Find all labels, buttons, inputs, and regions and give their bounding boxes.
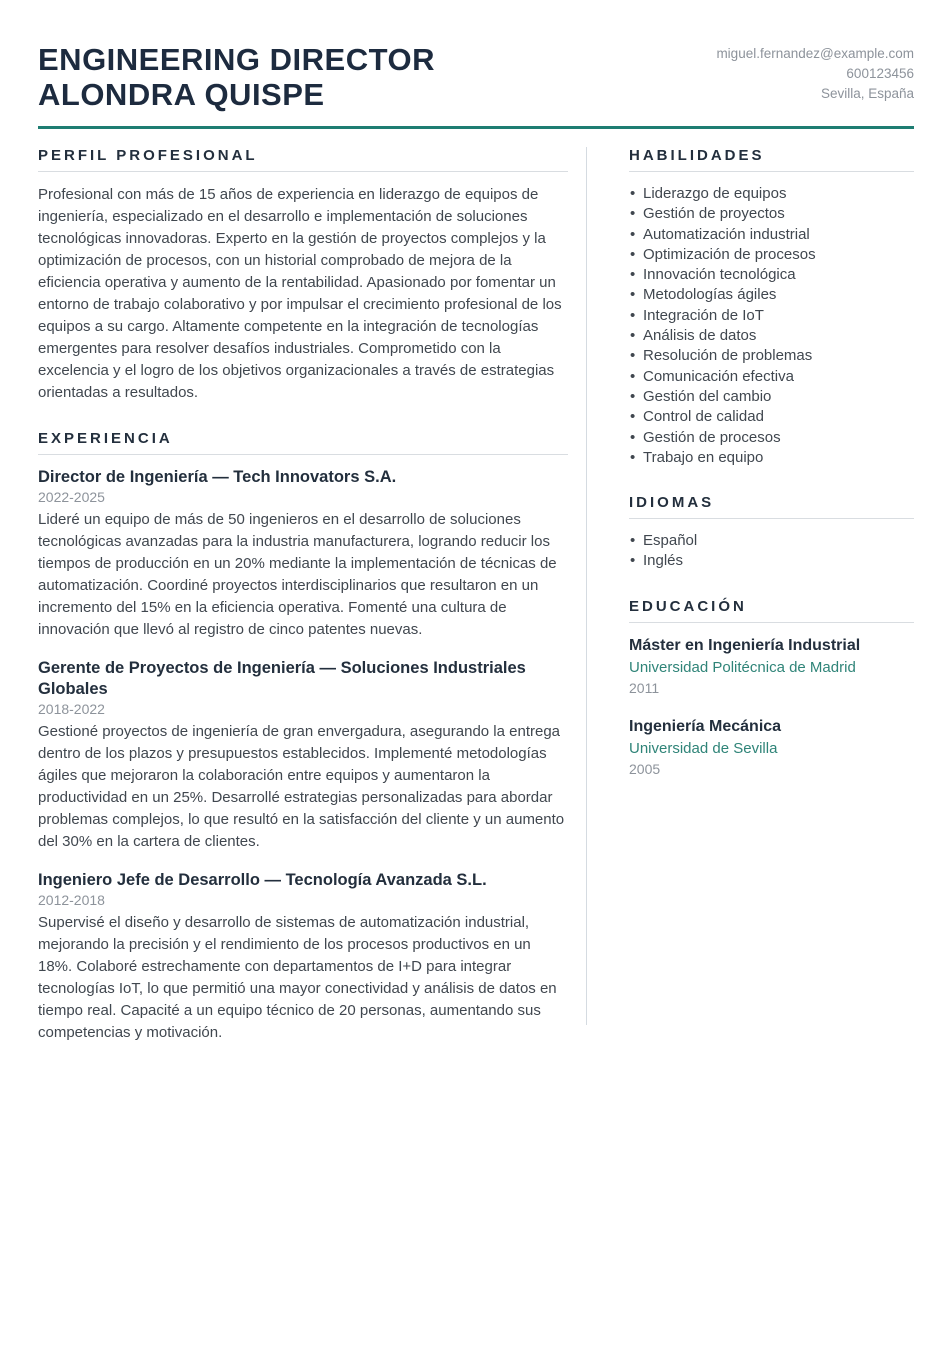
skill-item: • Liderazgo de equipos [629,184,914,204]
job-description: Supervisé el diseño y desarrollo de sistemas de automatización industrial, mejorando la precisión y el rendimiento de los procesos productivos en un 18%. Colaboré estrechamente con departamentos de I+D para integrar tecnologías IoT, lo que permitió una mayor conectividad y análisis de datos en tiempo real. Capacité a un equipo técnico de 20 personas, aumentando sus competencias y motivación. [38,914,557,1041]
skills-heading: HABILIDADES [629,147,914,172]
accent-divider [38,126,914,129]
person-name: ALONDRA QUISPE [38,77,325,112]
job-entry [38,467,568,641]
skill-item: • Optimización de procesos [629,245,914,265]
language-item: • Inglés [629,551,914,571]
section-experience [38,430,568,1044]
education-heading: EDUCACIÓN [629,598,914,623]
contact-phone: 600123456 [846,66,914,81]
section-languages [629,494,914,572]
profile-heading: PERFIL PROFESIONAL [38,147,568,172]
skill-item: • Innovación tecnológica [629,265,914,285]
job-title: Ingeniero Jefe de Desarrollo — Tecnología Avanzada S.L. [38,871,487,889]
job-dates: 2022-2025 [38,489,105,505]
section-education [629,598,914,779]
job-description: Lideré un equipo de más de 50 ingenieros en el desarrollo de soluciones tecnológicas avanzadas para la industria manufacturera, logrando reducir los tiempos de producción en un 20% mediante la implementación de técnicas de automatización. Coordiné proyectos interdisciplinarios que resultaron en un incremento del 15% en la eficiencia operativa. Fomenté una cultura de innovación que llevó al registro de cinco patentes nuevas. [38,511,557,638]
contact-location: Sevilla, España [820,86,914,101]
skill-item: • Comunicación efectiva [629,367,914,387]
education-degree: Ingeniería Mecánica [629,717,782,735]
right-column [587,147,914,805]
job-entry [38,870,568,1044]
job-entry [38,658,568,853]
language-item: • Español [629,531,914,551]
skills-list [629,184,914,468]
skill-item: • Gestión del cambio [629,387,914,407]
profile-text: Profesional con más de 15 años de experiencia en liderazgo de equipos de ingeniería, especializado en el desarrollo e implementación de soluciones tecnológicas innovadoras. Experto en la gestión de proyectos complejos y la optimización de procesos, con un historial comprobado de mejora de la eficiencia operativa y aumento de la rentabilidad. Apasionado por fomentar un entorno de trabajo colaborativo y por impulsar el crecimiento profesional de los equipos a su cargo. Altamente competente en la integración de tecnologías emergentes para resolver desafíos industriales. Comprometido con la excelencia y el logro de los objetivos organizacionales a través de estrategias orientadas a resultados. [38,186,562,401]
education-year: 2011 [629,679,660,696]
skill-item: • Automatización industrial [629,225,914,245]
job-role-title: ENGINEERING DIRECTOR [38,42,435,77]
education-entry [629,716,914,779]
section-skills [629,147,914,468]
languages-heading: IDIOMAS [629,494,914,519]
job-dates: 2018-2022 [38,701,105,717]
education-entry [629,635,914,698]
skill-item: • Control de calidad [629,407,914,427]
education-degree: Máster en Ingeniería Industrial [629,636,861,654]
skill-item: • Gestión de procesos [629,428,914,448]
job-title: Gerente de Proyectos de Ingeniería — Soluciones Industriales Globales [38,659,526,698]
job-dates: 2012-2018 [38,892,105,908]
header [38,42,914,112]
section-profile [38,147,568,404]
skill-item: • Integración de IoT [629,306,914,326]
skill-item: • Análisis de datos [629,326,914,346]
skill-item: • Gestión de proyectos [629,204,914,224]
job-description: Gestioné proyectos de ingeniería de gran envergadura, asegurando la entrega dentro de los plazos y presupuestos establecidos. Implementé metodologías ágiles que mejoraron la colaboración entre equipos y aumentaron la productividad en un 25%. Desarrollé estrategias personalizadas para abordar problemas complejos, lo que resultó en la satisfacción del cliente y un aumento del 30% en la cartera de clientes. [38,723,565,850]
contact-email: miguel.fernandez@example.com [716,46,914,61]
education-year: 2005 [629,760,661,777]
left-column [38,147,568,1070]
languages-list [629,531,914,572]
education-school: Universidad de Sevilla [629,739,778,757]
contact-info [716,42,914,104]
job-title: Director de Ingeniería — Tech Innovators S.A. [38,468,397,486]
skill-item: • Resolución de problemas [629,346,914,366]
page-title [38,42,435,112]
skill-item: • Metodologías ágiles [629,285,914,305]
experience-heading: EXPERIENCIA [38,430,568,455]
skill-item: • Trabajo en equipo [629,448,914,468]
content-columns [38,147,914,1070]
education-school: Universidad Politécnica de Madrid [629,658,856,676]
